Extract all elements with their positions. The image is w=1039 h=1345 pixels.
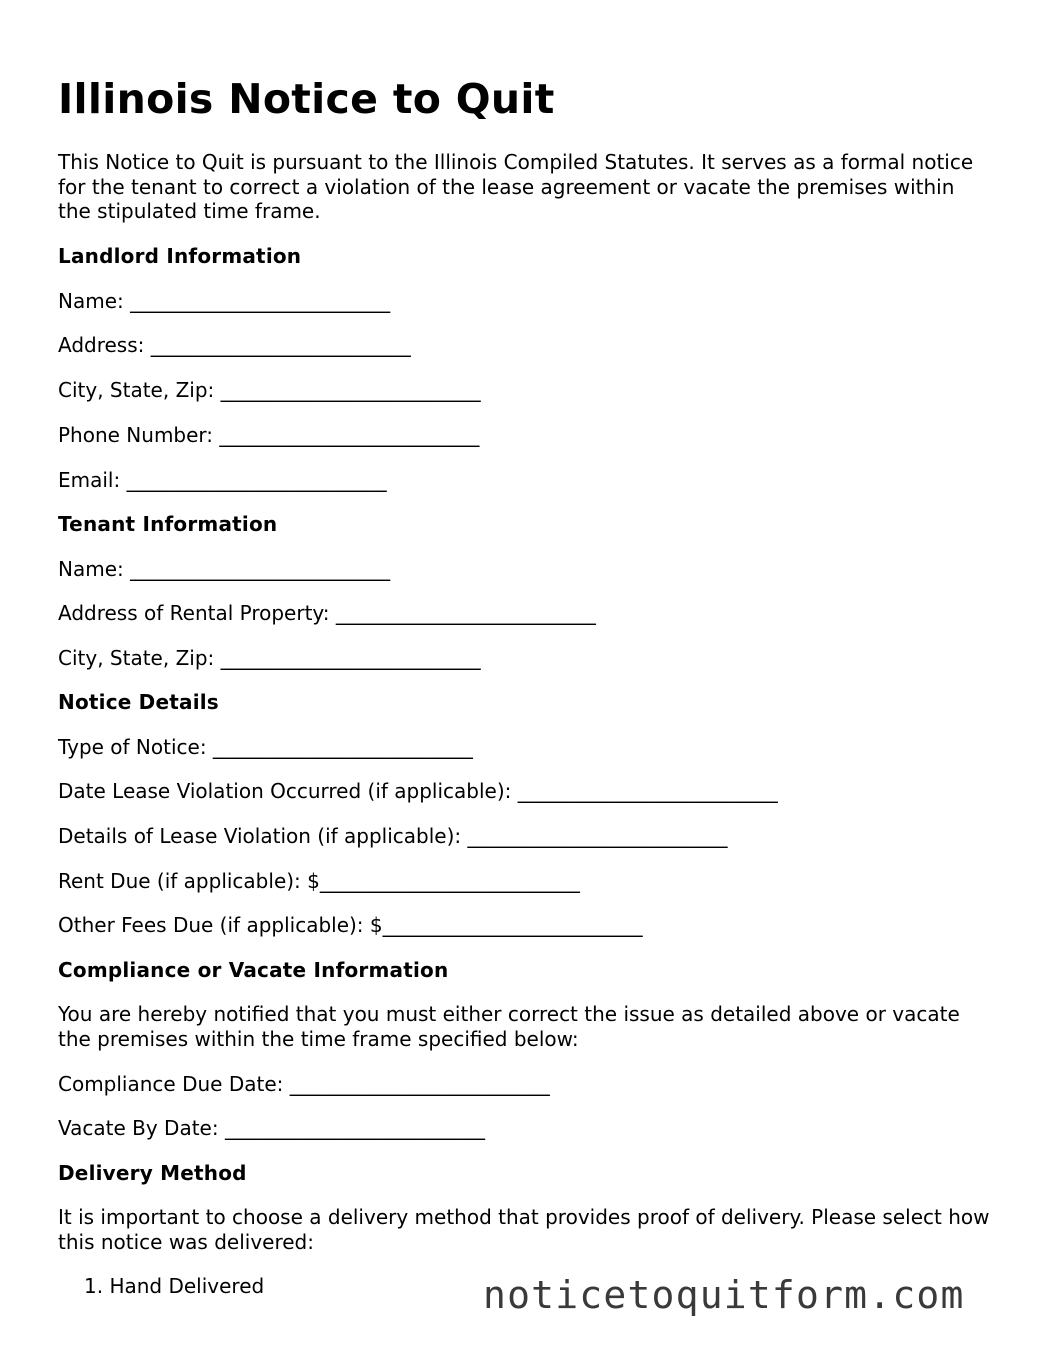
notice-type-field: Type of Notice: __________________________ [58, 735, 473, 759]
compliance-due-date-field: Compliance Due Date: __________________________ [58, 1072, 550, 1096]
landlord-phone-field: Phone Number: __________________________ [58, 423, 480, 447]
violation-date-field: Date Lease Violation Occurred (if applicable): __________________________ [58, 779, 778, 803]
compliance-paragraph: You are hereby notified that you must either correct the issue as detailed above or vacate the premises within the time frame specified below: [58, 1002, 960, 1051]
other-fees-field: Other Fees Due (if applicable): $__________________________ [58, 913, 643, 937]
tenant-rental-address-field: Address of Rental Property: __________________________ [58, 601, 596, 625]
violation-details-field: Details of Lease Violation (if applicable): __________________________ [58, 824, 728, 848]
intro-paragraph: This Notice to Quit is pursuant to the Illinois Compiled Statutes. It serves as a formal notice for the tenant to correct a violation of the lease agreement or vacate the premises within the stipulated time frame. [58, 150, 974, 223]
notice-details-heading: Notice Details [58, 690, 219, 714]
landlord-name-field: Name: __________________________ [58, 289, 391, 313]
page-title: Illinois Notice to Quit [58, 75, 555, 123]
landlord-heading: Landlord Information [58, 244, 302, 268]
tenant-name-field: Name: __________________________ [58, 557, 391, 581]
rent-due-field: Rent Due (if applicable): $__________________________ [58, 869, 580, 893]
vacate-by-date-field: Vacate By Date: __________________________ [58, 1116, 485, 1140]
site-watermark: noticetoquitform.com [483, 1273, 965, 1317]
landlord-email-field: Email: __________________________ [58, 468, 387, 492]
delivery-paragraph: It is important to choose a delivery method that provides proof of delivery. Please select how this notice was delivered: [58, 1205, 990, 1254]
delivery-heading: Delivery Method [58, 1161, 247, 1185]
tenant-heading: Tenant Information [58, 512, 278, 536]
tenant-city-state-zip-field: City, State, Zip: __________________________ [58, 646, 481, 670]
delivery-option-hand-delivered: 1. Hand Delivered [84, 1274, 265, 1298]
landlord-address-field: Address: __________________________ [58, 333, 411, 357]
compliance-heading: Compliance or Vacate Information [58, 958, 449, 982]
landlord-city-state-zip-field: City, State, Zip: __________________________ [58, 378, 481, 402]
